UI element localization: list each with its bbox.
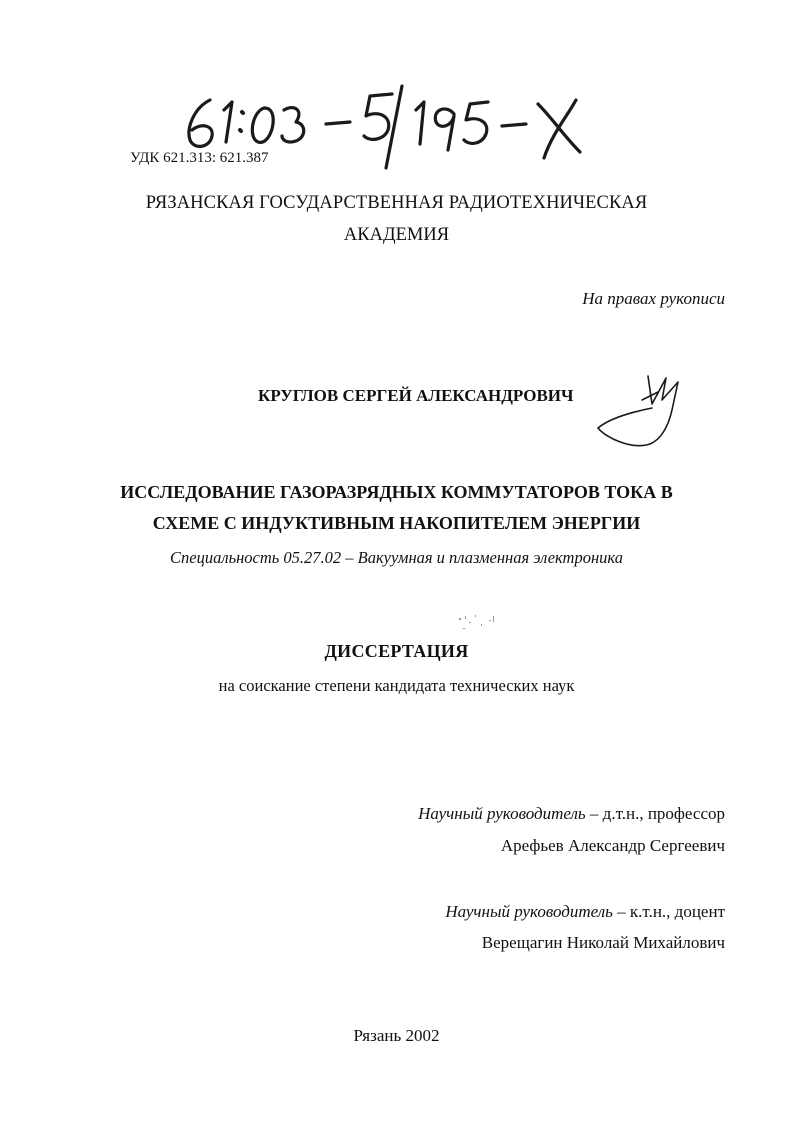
author-signature — [592, 370, 690, 450]
supervisor-1-rank: – д.т.н., профессор — [585, 804, 725, 823]
supervisor-2-label: Научный руководитель — [445, 902, 613, 921]
supervisor-2-name: Верещагин Николай Михайлович — [481, 933, 725, 952]
supervisor-2-rank: – к.т.н., доцент — [612, 902, 725, 921]
dissertation-title-line1: ИССЛЕДОВАНИЕ ГАЗОРАЗРЯДНЫХ КОММУТАТОРОВ ТОКА В — [120, 482, 673, 502]
work-type: ДИССЕРТАЦИЯ — [324, 641, 469, 661]
scan-artifact — [455, 612, 499, 636]
institution-name-line1: РЯЗАНСКАЯ ГОСУДАРСТВЕННАЯ РАДИОТЕХНИЧЕСКАЯ — [145, 193, 648, 213]
supervisor-1-position — [418, 804, 725, 824]
supervisor-2-position — [445, 902, 725, 922]
supervisor-1-name: Арефьев Александр Сергеевич — [500, 836, 725, 855]
supervisor-1-label: Научный руководитель — [418, 804, 586, 823]
udc-code: УДК 621.313: 621.387 — [130, 150, 269, 166]
dissertation-title-line2: СХЕМЕ С ИНДУКТИВНЫМ НАКОПИТЕЛЕМ ЭНЕРГИИ — [152, 513, 641, 533]
institution-name-line2: АКАДЕМИЯ — [343, 225, 450, 245]
specialty: Специальность 05.27.02 – Вакуумная и плазменная электроника — [170, 548, 623, 567]
degree-line: на соискание степени кандидата технических наук — [218, 676, 575, 695]
place-and-year: Рязань 2002 — [353, 1026, 440, 1045]
author-name: КРУГЛОВ СЕРГЕЙ АЛЕКСАНДРОВИЧ — [258, 386, 574, 405]
rights-note: На правах рукописи — [582, 289, 725, 308]
